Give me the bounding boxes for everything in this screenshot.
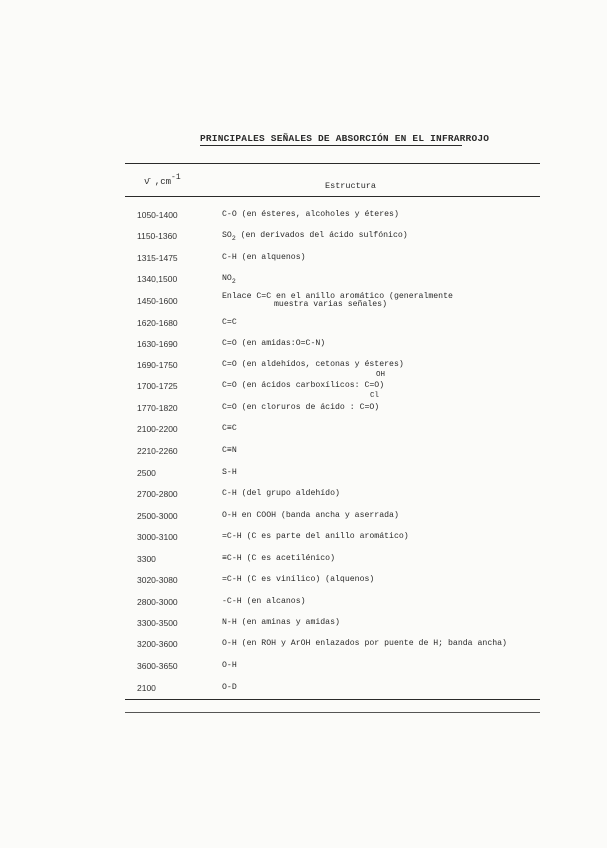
row-structure: C=O (en aldehídos, cetonas y ésteres) <box>222 360 404 369</box>
row-range: 2800-3000 <box>137 597 178 607</box>
row-range: 1050-1400 <box>137 210 178 220</box>
table-row <box>0 683 607 697</box>
table-row <box>0 424 607 438</box>
row-range: 3300-3500 <box>137 618 178 628</box>
row-structure: Enlace C=C en el anillo aromático (generalmente <box>222 292 453 301</box>
row-structure: C-H (del grupo aldehído) <box>222 489 340 498</box>
row-structure: C≡C <box>222 424 237 433</box>
row-range: 2500-3000 <box>137 511 178 521</box>
row-range: 1315-1475 <box>137 253 178 263</box>
row-range: 1620-1680 <box>137 318 178 328</box>
row-structure: C=O (en cloruros de ácido : C=O) <box>222 403 380 412</box>
table-row <box>0 575 607 589</box>
formula-text: SO <box>222 231 232 240</box>
formula-substituent: OH <box>376 371 386 379</box>
table-row <box>0 597 607 611</box>
table-row <box>0 360 607 374</box>
row-range: 3600-3650 <box>137 661 178 671</box>
row-range: 2100 <box>137 683 156 693</box>
row-structure: C-O (en ésteres, alcoholes y éteres) <box>222 210 399 219</box>
row-structure-line2: muestra varias señales) <box>274 300 388 309</box>
table-row <box>0 253 607 267</box>
row-range: 1770-1820 <box>137 403 178 413</box>
table-row <box>0 339 607 353</box>
row-structure: -C-H (en alcanos) <box>222 597 306 606</box>
header-wavenumber-label: ν̄ ,cm <box>144 177 172 187</box>
row-range: 1700-1725 <box>137 381 178 391</box>
row-structure: C=O (en ácidos carboxílicos: C=O) <box>222 381 385 390</box>
row-range: 1450-1600 <box>137 296 178 306</box>
row-structure: O-D <box>222 683 237 692</box>
row-range: 1340,1500 <box>137 274 178 284</box>
formula-subscript: 2 <box>231 278 236 285</box>
row-structure: O-H en COOH (banda ancha y aserrada) <box>222 511 399 520</box>
row-range: 1630-1690 <box>137 339 178 349</box>
table-row <box>0 489 607 503</box>
table-row <box>0 639 607 653</box>
header-structure: Estructura <box>325 181 377 191</box>
table-top-rule <box>125 163 540 164</box>
table-row <box>0 392 607 417</box>
table-row <box>0 292 607 312</box>
header-rule <box>125 196 540 197</box>
table-title: PRINCIPALES SEÑALES DE ABSORCIÓN EN EL INFRARROJO <box>200 133 490 144</box>
table-row <box>0 618 607 632</box>
table-row <box>0 318 607 332</box>
table-row <box>0 511 607 525</box>
row-structure: =C-H (C es vinílico) (alquenos) <box>222 575 375 584</box>
formula-substituent: Cl <box>370 392 380 400</box>
header-wavenumber-exponent: -1 <box>171 173 181 182</box>
row-structure: =C-H (C es parte del anillo aromático) <box>222 532 409 541</box>
row-range: 3000-3100 <box>137 532 178 542</box>
table-row <box>0 210 607 224</box>
table-row <box>0 661 607 675</box>
row-structure: S-H <box>222 468 237 477</box>
table-row <box>0 231 607 245</box>
table-row <box>0 532 607 546</box>
row-range: 2210-2260 <box>137 446 178 456</box>
row-structure <box>222 231 408 240</box>
row-structure: C=C <box>222 318 237 327</box>
formula-description: (en derivados del ácido sulfónico) <box>235 231 408 240</box>
row-range: 3020-3080 <box>137 575 178 585</box>
table-row <box>0 371 607 395</box>
row-structure: O-H (en ROH y ArOH enlazados por puente de H; banda ancha) <box>222 639 507 648</box>
row-structure: C≡N <box>222 446 237 455</box>
formula-subscript: 2 <box>231 235 236 242</box>
row-structure <box>222 274 236 283</box>
table-bottom-rule <box>125 699 540 700</box>
table-row <box>0 554 607 568</box>
row-range: 2500 <box>137 468 156 478</box>
row-structure: C-H (en alquenos) <box>222 253 306 262</box>
row-structure: ≡C-H (C es acetilénico) <box>222 554 336 563</box>
row-range: 1150-1360 <box>137 231 178 241</box>
table-row <box>0 446 607 460</box>
row-structure: O-H <box>222 661 237 670</box>
row-structure: C=O (en amidas:O=C-N) <box>222 339 326 348</box>
row-range: 2700-2800 <box>137 489 178 499</box>
table-row <box>0 468 607 482</box>
header-wavenumber <box>144 173 181 187</box>
formula-text: NO <box>222 274 232 283</box>
row-range: 1690-1750 <box>137 360 178 370</box>
row-range: 2100-2200 <box>137 424 178 434</box>
row-range: 3300 <box>137 554 156 564</box>
table-bottom-rule-secondary <box>125 712 540 713</box>
table-row <box>0 274 607 288</box>
row-range: 3200-3600 <box>137 639 178 649</box>
row-structure: N-H (en aminas y amidas) <box>222 618 340 627</box>
